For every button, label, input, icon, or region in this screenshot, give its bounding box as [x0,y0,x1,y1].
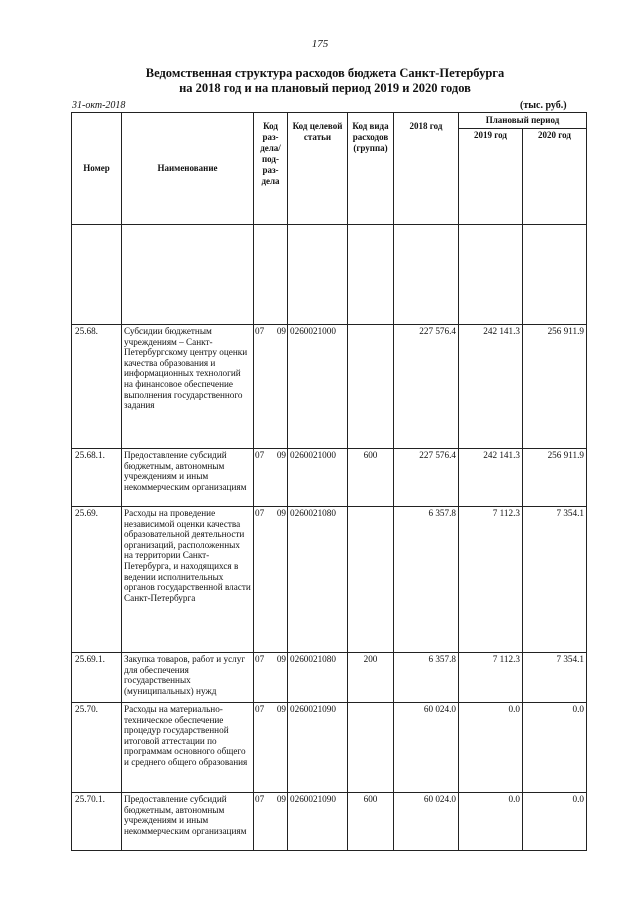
row-expense-type-code: 600 [348,793,394,851]
table-row [72,653,587,703]
row-number: 25.70. [72,703,122,793]
header-target-code: Код целевой статьи [288,113,348,225]
row-name: Предоставление субсидий бюджетным, автономным учреждениям и иным некоммерческим организациям [122,793,254,851]
blank-cell [348,225,394,325]
table-header [72,113,587,225]
row-name: Расходы на проведение независимой оценки качества образовательной деятельности организаций, расположенных на территории Санкт-Петербурга, и находящихся в ведении исполнительных органов государственной власти Санкт-Петербурга [122,507,254,653]
units-label: (тыс. руб.) [520,100,567,111]
section-code-pair [255,450,286,460]
blank-cell [254,225,288,325]
row-expense-type-code: 200 [348,653,394,703]
row-amount-2018: 6 357.8 [394,507,459,653]
subsection-code: 09 [276,508,286,518]
document-date: 31-окт-2018 [72,100,126,111]
section-code: 07 [255,654,265,664]
row-amount-2019: 7 112.3 [459,507,523,653]
table-row [72,507,587,653]
row-amount-2018: 6 357.8 [394,653,459,703]
row-number: 25.68. [72,325,122,449]
table-row [72,325,587,449]
table-row [72,703,587,793]
subsection-code: 09 [276,654,286,664]
row-target-code: 0260021000 [288,325,348,449]
section-code-pair [255,704,286,714]
section-code-pair [255,654,286,664]
section-code: 07 [255,450,265,460]
section-code-pair [255,794,286,804]
header-name: Наименование [122,113,254,225]
header-year-2019: 2019 год [459,129,523,225]
row-name: Закупка товаров, работ и услуг для обеспечения государственных (муниципальных) нужд [122,653,254,703]
subsection-code: 09 [276,326,286,336]
blank-cell [523,225,587,325]
subsection-code: 09 [276,450,286,460]
row-name: Расходы на материально-техническое обеспечение процедур государственной итоговой аттестации по программам основного общего и среднего общего образования [122,703,254,793]
row-number: 25.70.1. [72,793,122,851]
row-amount-2018: 227 576.4 [394,325,459,449]
section-code: 07 [255,704,265,714]
row-target-code: 0260021000 [288,449,348,507]
row-amount-2018: 227 576.4 [394,449,459,507]
row-amount-2019: 242 141.3 [459,325,523,449]
row-amount-2020: 256 911.9 [523,449,587,507]
subsection-code: 09 [276,794,286,804]
row-amount-2018: 60 024.0 [394,703,459,793]
row-number: 25.69. [72,507,122,653]
row-expense-type-code: 600 [348,449,394,507]
row-amount-2019: 7 112.3 [459,653,523,703]
row-section-code [254,507,288,653]
blank-cell [394,225,459,325]
table-row [72,793,587,851]
row-number: 25.69.1. [72,653,122,703]
row-amount-2020: 7 354.1 [523,507,587,653]
section-code: 07 [255,794,265,804]
section-code: 07 [255,326,265,336]
row-expense-type-code [348,703,394,793]
header-year-2018: 2018 год [394,113,459,225]
blank-row [72,225,587,325]
row-target-code: 0260021080 [288,653,348,703]
row-section-code [254,653,288,703]
table-row [72,449,587,507]
row-expense-type-code [348,507,394,653]
row-target-code: 0260021090 [288,793,348,851]
section-code-pair [255,326,286,336]
row-name: Субсидии бюджетным учреждениям – Санкт-Петербургскому центру оценки качества образования и информационных технологий на финансовое обеспечение выполнения государственного задания [122,325,254,449]
row-amount-2019: 242 141.3 [459,449,523,507]
subsection-code: 09 [276,704,286,714]
row-amount-2020: 0.0 [523,793,587,851]
table-body [72,225,587,851]
page-number: 175 [311,38,329,50]
row-target-code: 0260021080 [288,507,348,653]
row-amount-2019: 0.0 [459,703,523,793]
document-title [60,66,590,96]
row-amount-2020: 0.0 [523,703,587,793]
title-line-1: Ведомственная структура расходов бюджета Санкт-Петербурга [145,66,505,80]
header-expense-type-code: Код вида расходов (группа) [348,113,394,225]
blank-cell [288,225,348,325]
header-section-code: Код раз-дела/ под-раз-дела [254,113,288,225]
header-plan-period: Плановый период [459,113,587,129]
blank-cell [122,225,254,325]
row-section-code [254,703,288,793]
section-code-pair [255,508,286,518]
header-number: Номер [72,113,122,225]
row-section-code [254,325,288,449]
header-year-2020: 2020 год [523,129,587,225]
row-amount-2020: 256 911.9 [523,325,587,449]
section-code: 07 [255,508,265,518]
budget-table [71,112,587,851]
row-name: Предоставление субсидий бюджетным, автономным учреждениям и иным некоммерческим организациям [122,449,254,507]
row-target-code: 0260021090 [288,703,348,793]
row-amount-2019: 0.0 [459,793,523,851]
title-line-2: на 2018 год и на плановый период 2019 и 2020 годов [179,81,471,95]
row-section-code [254,449,288,507]
blank-cell [459,225,523,325]
row-amount-2018: 60 024.0 [394,793,459,851]
row-section-code [254,793,288,851]
row-expense-type-code [348,325,394,449]
blank-cell [72,225,122,325]
row-amount-2020: 7 354.1 [523,653,587,703]
row-number: 25.68.1. [72,449,122,507]
